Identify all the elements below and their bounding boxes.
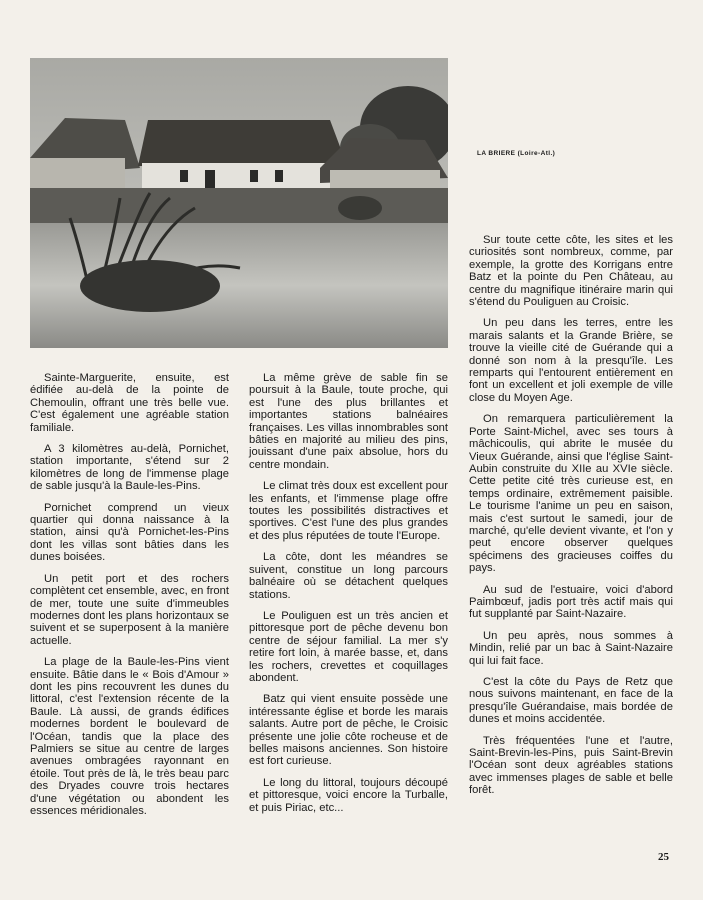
paragraph: La côte, dont les méandres se suivent, constitue un long parcours balnéaire où se détachent quelques stations. <box>249 551 448 601</box>
paragraph: A 3 kilomètres au-delà, Pornichet, station importante, s'étend sur 2 kilomètres de long de l'immense plage de sable jusqu'à la Baule-les-Pins. <box>30 443 229 493</box>
photo-caption: LA BRIERE (Loire-Atl.) <box>477 150 556 157</box>
text-column-2 <box>249 372 448 823</box>
paragraph: Un petit port et des rochers complètent cet ensemble, avec, en front de mer, toute une suite d'immeubles modernes dont les plans horizontaux se suivent et se superposent à la manière actuelle. <box>30 572 229 647</box>
text-column-3 <box>469 234 673 806</box>
paragraph: Le Pouliguen est un très ancien et pittoresque port de pêche devenu bon centre de séjour familial. La mer s'y retire fort loin, à marée basse, et, dans les rochers, crevettes et coquillages abondent. <box>249 609 448 684</box>
paragraph: Le long du littoral, toujours découpé et pittoresque, voici encore la Turballe, et puis Piriac, etc... <box>249 776 448 814</box>
paragraph: La plage de la Baule-les-Pins vient ensuite. Bâtie dans le « Bois d'Amour » dont les pins recouvrent les dunes du littoral, c'est l'extension récente de la Baule. Là aussi, de grands édifices modernes bordent le boulevard de l'Océan, tandis que la place des Palmiers se situe au centre de larges avenues ombragées rayonnant en étoile. Tout près de là, le très beau parc des Dryades couvre trois hectares d'une végétation ou abondent les essences méridionales. <box>30 656 229 817</box>
paragraph: C'est la côte du Pays de Retz que nous suivons maintenant, en face de la presqu'île Guérandaise, mais bordée de dunes et moins accidentée. <box>469 676 673 726</box>
paragraph: Pornichet comprend un vieux quartier qui donna naissance à la station, ainsi qu'à Pornichet-les-Pins dont les villas sont bâties dans les dunes boisées. <box>30 501 229 564</box>
paragraph: Le climat très doux est excellent pour les enfants, et l'immense plage offre toutes les possibilités distractives et sportives. C'est l'une des plus grandes et des plus réputées de toute l'Europe. <box>249 480 448 542</box>
paragraph: Batz qui vient ensuite possède une intéressante église et borde les marais salants. Autre port de pêche, le Croisic présente une jolie côte rocheuse et de belles maisons anciennes. Son histoire est fort curieuse. <box>249 693 448 768</box>
paragraph: On remarquera particulièrement la Porte Saint-Michel, avec ses tours à mâchicoulis, qui abrite le musée du Vieux Guérande, ainsi que l'église Saint-Aubin construite du XIIe au XVIe siècle. Cette petite cité très curieuse est, en temps ordinaire, extrêmement paisible. Le tourisme l'anime un peu en saison, mais c'est surtout le samedi, jour de marché, qu'elle devient vivante, et l'on y peut encore observer quelques spécimens des gracieuses coiffes du pays. <box>469 413 673 575</box>
text-column-1 <box>30 372 229 826</box>
photo-la-briere <box>30 58 448 348</box>
paragraph: Au sud de l'estuaire, voici d'abord Paimbœuf, jadis port très actif mais qui fut supplanté par Saint-Nazaire. <box>469 583 673 621</box>
page-number: 25 <box>658 851 669 863</box>
paragraph: Sur toute cette côte, les sites et les curiosités sont nombreux, comme, par exemple, la grotte des Korrigans entre Batz et la pointe du Pen Château, au centre du magnifique itinéraire marin qui s'étend du Pouliguen au Croisic. <box>469 234 673 309</box>
paragraph: Un peu dans les terres, entre les marais salants et la Grande Brière, se trouve la vieille cité de Guérande qui a donné son nom à la presqu'île. Les remparts qui l'entourent entièrement en font un excellent et joli exemple de ville close du Moyen Age. <box>469 317 673 404</box>
paragraph: Sainte-Marguerite, ensuite, est édifiée au-delà de la pointe de Chemoulin, offrant une très belle vue. C'est également une agréable station familiale. <box>30 372 229 434</box>
photo-thatched-cottages-pond <box>30 58 448 348</box>
paragraph: Très fréquentées l'une et l'autre, Saint-Brevin-les-Pins, puis Saint-Brevin l'Océan sont deux agréables stations avec immenses plages de sable et belle forêt. <box>469 734 673 797</box>
paragraph: Un peu après, nous sommes à Mindin, relié par un bac à Saint-Nazaire qui lui fait face. <box>469 629 673 667</box>
paragraph: La même grève de sable fin se poursuit à la Baule, toute proche, qui est l'une des plus brillantes et importantes stations balnéaires françaises. Les villas innombrables sont bâties en majorité au milieu des pins, jouissant d'une paix absolue, hors du centre mondain. <box>249 372 448 471</box>
